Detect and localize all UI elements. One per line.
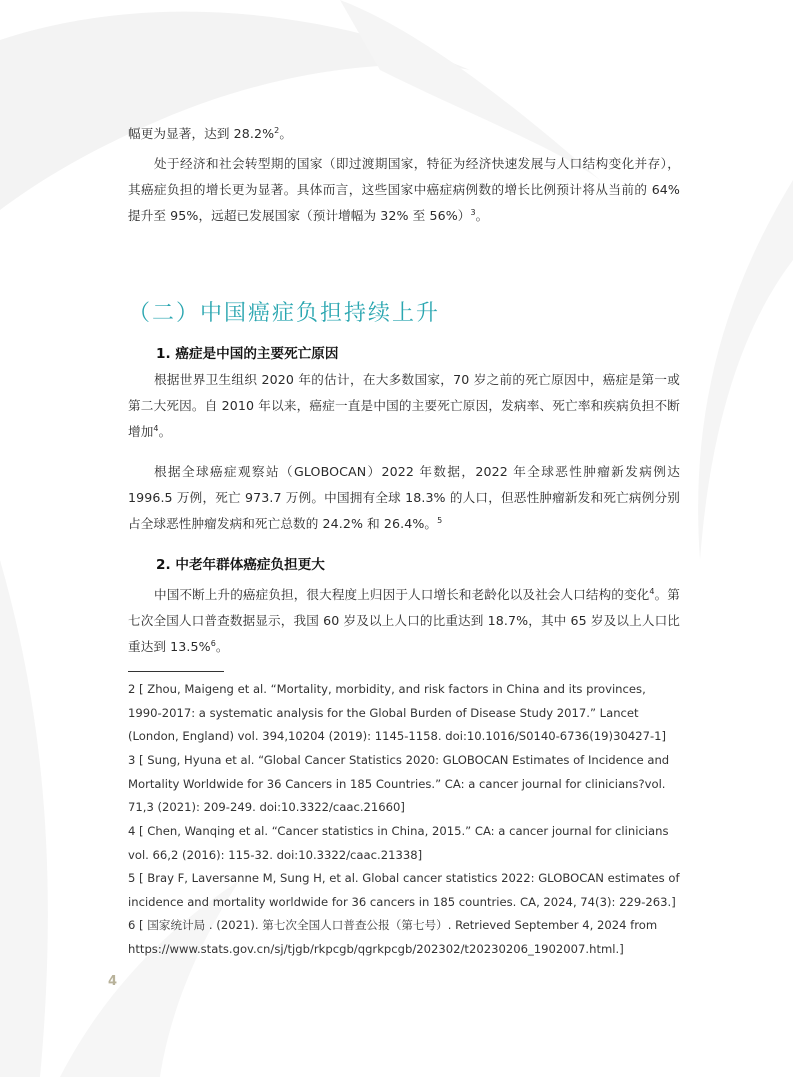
page-number: 4 (108, 974, 118, 989)
footnote-ref[interactable]: 2 (274, 125, 280, 135)
footnote-ref[interactable]: 3 (470, 207, 476, 217)
footnote-divider (128, 671, 224, 672)
section-heading: （二）中国癌症负担持续上升 (128, 301, 441, 327)
footnote-ref[interactable]: 4 (649, 586, 655, 596)
paragraph-continuation: 幅更为显著，达到 28.2%$^2$。 (128, 125, 293, 141)
footnote-5: 5 [ Bray F, Laversanne M, Sung H, et al. Global cancer statistics 2022: GLOBOCAN estimates of incidence and mortality worldwide for 36 cancers in 185 countries. CA, 2024, 74(3): 229-263.] (128, 871, 680, 909)
footnote-2: 2 [ Zhou, Maigeng et al. “Mortality, morbidity, and risk factors in China and its provinces, 1990-2017: a systematic analysis for the Global Burden of Disease Study 2017.” Lancet (London, England) vol. 394,10204 (2019): 1145-1158. doi:10.1016/S0140-6736(19)30427-1] (128, 682, 667, 743)
paragraph-aging-population: 中国不断上升的癌症负担，很大程度上归因于人口增长和老龄化以及社会人口结构的变化$^4$。第七次全国人口普查数据显示，我国 60 岁及以上人口的比重达到 18.7%，其中 65 岁及以上人口比重达到 13.5%$^6$。 (128, 586, 680, 654)
subheading-1: 1. 癌症是中国的主要死亡原因 (156, 346, 339, 362)
footnote-6: 6 [ 国家统计局 . (2021). 第七次全国人口普查公报（第七号）. Retrieved September 4, 2024 from https://www.stats.gov.cn/sj/tjgb/rkpcgb/qgrkpcgb/202302/t20230206_1902007.html.] (128, 918, 658, 956)
footnote-ref[interactable]: 6 (210, 638, 216, 648)
paragraph-transition-countries: 处于经济和社会转型期的国家（即过渡期国家，特征为经济快速发展与人口结构变化并存），其癌症负担的增长更为显著。具体而言，这些国家中癌症病例数的增长比例预计将从当前的 64% 提升至 95%，远超已发展国家（预计增幅为 32% 至 56%）$^3$。 (128, 156, 680, 223)
subheading-2: 2. 中老年群体癌症负担更大 (156, 557, 325, 573)
footnote-ref[interactable]: 4 (153, 423, 159, 433)
footnote-ref[interactable]: 5 (437, 515, 443, 525)
footnote-3: 3 [ Sung, Hyuna et al. “Global Cancer Statistics 2020: GLOBOCAN Estimates of Incidence and Mortality Worldwide for 36 Cancers in 185 Countries.” CA: a cancer journal for clinicians?vol. 71,3 (2021): 209-249. doi:10.3322/caac.21660] (128, 753, 670, 814)
footnote-4: 4 [ Chen, Wanqing et al. “Cancer statistics in China, 2015.” CA: a cancer journal for clinicians vol. 66,2 (2016): 115-32. doi:10.3322/caac.21338] (128, 824, 669, 862)
paragraph-who-estimates: 根据世界卫生组织 2020 年的估计，在大多数国家，70 岁之前的死亡原因中，癌症是第一或第二大死因。自 2010 年以来，癌症一直是中国的主要死亡原因，发病率、死亡率和疾病负担不断增加$^4$。 (128, 372, 680, 439)
paragraph-globocan: 根据全球癌症观察站（GLOBOCAN）2022 年数据，2022 年全球恶性肿瘤新发病例达 1996.5 万例，死亡 973.7 万例。中国拥有全球 18.3% 的人口，但恶性肿瘤新发和死亡病例分别占全球恶性肿瘤发病和死亡总数的 24.2% 和 26.4%。$^5$ (128, 464, 680, 531)
